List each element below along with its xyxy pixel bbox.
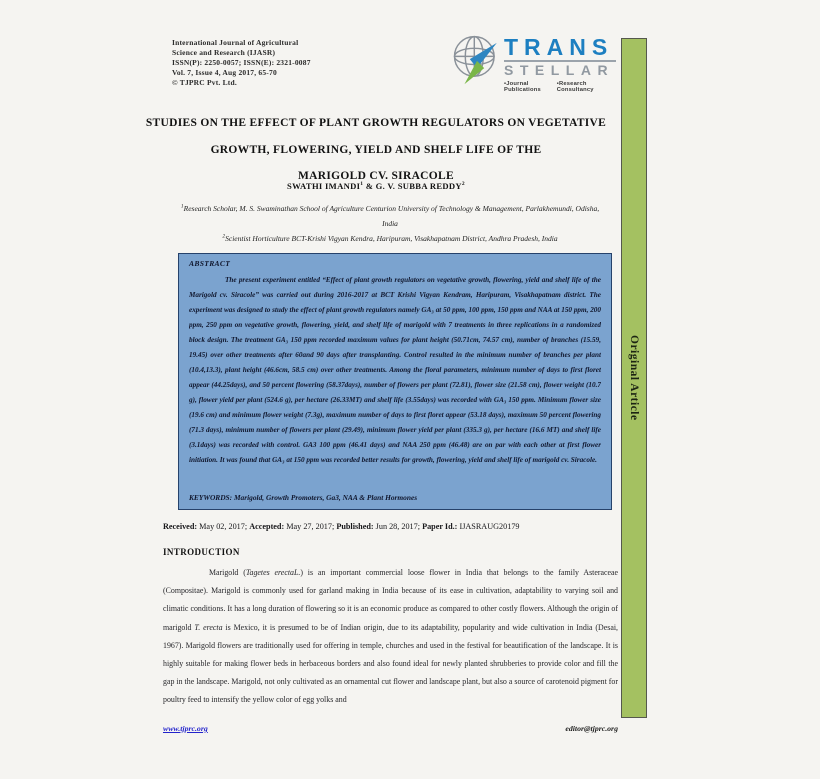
journal-volume-line: Vol. 7, Issue 4, Aug 2017, 65-70 (172, 68, 277, 77)
intro-species-name-2: T. erecta (194, 622, 223, 632)
publication-dates-line (163, 522, 618, 531)
paper-id-label: Paper Id.: (422, 522, 458, 531)
author-1-superscript: 1 (360, 181, 364, 188)
journal-copyright-line: © TJPRC Pvt. Ltd. (172, 78, 237, 87)
affiliation-2-text: Scientist Horticulture BCT-Krishi Vigyan Kendra, Haripuram, Visakhapatnam District, Andhra Pradesh, India (225, 234, 558, 243)
affiliation-1-text: Research Scholar, M. S. Swaminathan School of Agriculture Centurion University of Technology & Management, Parlakhemundi, Odisha, India (183, 204, 600, 228)
keywords-value: Marigold, Growth Promoters, Ga3, NAA & Plant Hormones (232, 493, 418, 502)
received-label: Received: (163, 522, 198, 531)
author-2-superscript: 2 (461, 181, 465, 188)
affiliation-2-superscript: 2 (222, 233, 226, 240)
journal-name-line1: International Journal of Agricultural (172, 38, 299, 47)
authors-separator: & (363, 181, 376, 191)
tagline-research-consultancy: •Research Consultancy (556, 81, 594, 93)
intro-text-2: ) is an important commercial loose flower in India that belongs to the family Asteraceae (Compositae). Marigold is commonly used for garland making in India because of its ease in cultivation, adaptability to varying soil and climatic conditions. It has a long duration of flowering so it is an economic produce as compared to other costly flowers. Although the origin of marigold (163, 568, 618, 632)
introduction-heading: INTRODUCTION (163, 547, 240, 557)
authors-line (135, 181, 617, 191)
page-footer (163, 724, 618, 733)
paper-id-value: IJASRAUG20179 (457, 522, 520, 531)
accepted-value: May 27, 2017; (284, 522, 337, 531)
paper-title-line1: STUDIES ON THE EFFECT OF PLANT GROWTH REGULATORS ON VEGETATIVE (145, 117, 607, 129)
journal-name-line2: Science and Research (IJASR) (172, 48, 276, 57)
publisher-logo (450, 32, 616, 92)
logo-tagline (504, 81, 616, 93)
author-2-name: G. V. SUBBA REDDY (375, 181, 462, 191)
paper-title (135, 110, 617, 190)
author-1-name: SWATHI IMANDI (287, 181, 361, 191)
original-article-banner (621, 38, 647, 718)
accepted-label: Accepted: (249, 522, 285, 531)
journal-issn-line: ISSN(P): 2250-0057; ISSN(E): 2321-0087 (172, 58, 311, 67)
original-article-label: Original Article (628, 335, 640, 421)
affiliation-1-superscript: 1 (180, 203, 184, 210)
intro-text-3: is Mexico, it is presumed to be of Indian origin, due to its adaptability, popularity and wide cultivation in India (Desai, 1967). Marigold flowers are traditionally used for offering in temple, churches and used in the festival for beautification of the landscape. It is highly suitable for making flower beds in herbaceous borders and also found ideal for newly planted shrubberies to provide color and fill the gap in the landscape. Marigold, not only cultivated as an ornamental cut flower and landscape plant, but also a source of carotenoid pigment for poultry feed to intensify the yellow color of egg yolks and (163, 622, 618, 705)
logo-stellar-text: STELLAR (504, 62, 615, 78)
tagline-journal-publications: •Journal Publications (504, 81, 541, 93)
affiliations-block (160, 201, 620, 246)
logo-trans-text: TRANS (504, 34, 614, 60)
abstract-text: The present experiment entitled “Effect of plant growth regulators on vegetative growth, flowering, yield and shelf life of the Marigold cv. Siracole” was carried out during 2016-2017 at BCT Krishi Vigyan Kendram, Haripuram, Visakhapatnam district. The experiment was designed to study the effect of plant growth regulators namely GA₃ at 50 ppm, 100 ppm, 150 ppm and NAA at 150 ppm, 200 ppm, 250 ppm on vegetative growth, flowering, yield, and shelf life of marigold with 7 treatments in three replications in a randomized block design. The treatment GA₃ 150 ppm recorded maximum values for plant height (50.71cm, 74.57 cm), number of branches (15.59, 19.45) over other treatments after 60and 90 days after transplanting. Control resulted in the minimum number of branches per plant (10.4,13.3), plant height (46.6cm, 58.5 cm) over other treatments. Among the floral parameters, minimum number of days to first floret appear (44.25days), and 50 percent flowering (58.37days), number of flowers per plant (72.81), flower size (21.58 cm), flower weight (10.7 g), flower yield per plant (524.6 g), per hectare (26.33MT) and shelf life (3.55days) was recorded with GA₃ 150 ppm. Minimum flower size (19.6 cm) and minimum flower weight (7.3g), maximum number of days to first floret appear (53.18 days), maximum 50 percent flowering (71.3 days), minimum number of flowers per plant (29.49), minimum flower yield per plant (335.3 g), per hectare (16.6 MT) and shelf life (3.1days) was recorded with control. GA3 100 ppm (46.41 days) and NAA 250 ppm (46.48) are on par with each other at first flower initiation. It was found that GA₃ at 150 ppm was recorded better results for growth, flowering, yield and shelf life of marigold cv. Siracole. (189, 276, 601, 464)
paper-title-line3: MARIGOLD CV. SIRACOLE (298, 170, 454, 182)
journal-website-link[interactable]: www.tjprc.org (163, 724, 208, 733)
logo-wordmark (504, 32, 616, 93)
globe-pen-icon (450, 32, 504, 88)
journal-header-info (172, 38, 432, 88)
keywords-line (189, 493, 601, 502)
introduction-paragraph (163, 564, 618, 710)
published-value: Jun 28, 2017; (373, 522, 423, 531)
intro-text-1: Marigold ( (209, 568, 246, 577)
affiliation-1 (175, 201, 605, 231)
paper-title-line2: GROWTH, FLOWERING, YIELD AND SHELF LIFE OF THE (210, 143, 542, 156)
abstract-box (178, 253, 612, 510)
intro-species-name-1: Tagetes erectaL. (245, 568, 301, 577)
keywords-label: KEYWORDS: (189, 493, 233, 502)
editor-email: editor@tjprc.org (565, 724, 618, 733)
received-value: May 02, 2017; (197, 522, 250, 531)
abstract-heading: ABSTRACT (189, 259, 231, 268)
published-label: Published: (336, 522, 374, 531)
affiliation-2 (175, 231, 605, 246)
